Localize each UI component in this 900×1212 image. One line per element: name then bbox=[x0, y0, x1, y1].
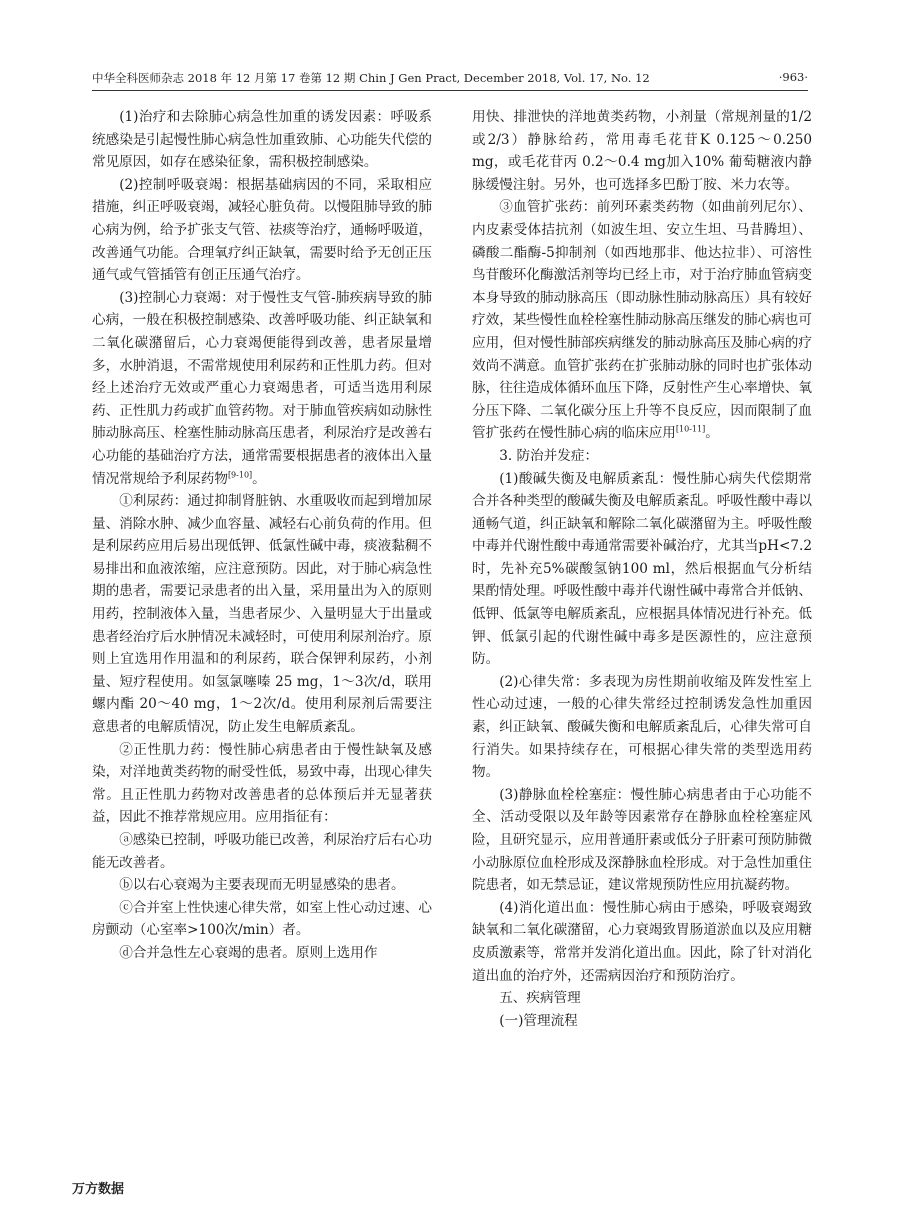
paragraph-end: 。 bbox=[705, 425, 719, 442]
paragraph-text: ③血管扩张药：前列环素类药物（如曲前列尼尔）、内皮素受体拮抗剂（如波生坦、安立生坦、马昔腾坦）、磷酸二酯酶-5抑制剂（如西地那非、他达拉非）、可溶性鸟苷酸环化酶激活剂等均已经上市，对于治疗肺血管病变本身导致的肺动脉高压（即动脉性肺动脉高压）具有较好疗效，某些慢性血栓栓塞性肺动脉高压继发的肺心病也可应用，但对慢性肺部疾病继发的肺动脉高压及肺心病的疗效尚不满意。血管扩张药在扩张肺动脉的同时也扩张体动脉，往往造成体循环血压下降，反射性产生心率增快、氧分压下降、二氧化碳分压上升等不良反应，因而限制了血管扩张药在慢性肺心病的临床应用 bbox=[472, 199, 812, 442]
section-heading: 五、疾病管理 bbox=[499, 990, 581, 1007]
paragraph-text: (3)控制心力衰竭：对于慢性支气管-肺疾病导致的肺心病，一般在积极控制感染、改善呼吸功能、纠正缺氧和二氧化碳潴留后，心力衰竭便能得到改善，患者尿量增多，水肿消退，不需常规使用利尿药和正性肌力药。但对经上述治疗无效或严重心力衰竭患者，可适当选用利尿药、正性肌力药或扩血管药物。对于肺血管疾病如动脉性肺动脉高压、栓塞性肺动脉高压患者，利尿治疗是改善右心功能的基础治疗方法，通常需要根据患者的液体出入量情况常规给予利尿药物 bbox=[92, 289, 432, 487]
list-item: ⓑ以右心衰竭为主要表现而无明显感染的患者。 bbox=[119, 877, 405, 894]
subsection-heading: (一)管理流程 bbox=[499, 1012, 578, 1029]
paragraph: (1)治疗和去除肺心病急性加重的诱发因素：呼吸系统感染是引起慢性肺心病急性加重致肺、心功能失代偿的常见原因，如存在感染征象，需积极控制感染。 bbox=[92, 109, 432, 171]
section-subheading: 3. 防治并发症： bbox=[499, 447, 599, 464]
citation: [10-11] bbox=[675, 424, 706, 434]
list-item: ⓐ感染已控制，呼吸功能已改善，利尿治疗后右心功能无改善者。 bbox=[92, 832, 432, 871]
paragraph: (2)心律失常：多表现为房性期前收缩及阵发性室上性心动过速，一般的心律失常经过控制诱发急性加重因素，纠正缺氧、酸碱失衡和电解质紊乱后，心律失常可自行消失。如果持续存在，可根据心律失常的类型选用药物。 bbox=[472, 673, 812, 781]
watermark: 万方数据 bbox=[72, 1182, 125, 1197]
paragraph-with-citation bbox=[92, 287, 432, 490]
page-number: ·963· bbox=[778, 70, 808, 84]
journal-citation: 中华全科医师杂志 2018 年 12 月第 17 卷第 12 期 Chin J Gen Pract, December 2018, Vol. 17, No. 12 bbox=[92, 71, 650, 85]
header-rule bbox=[92, 90, 808, 91]
paragraph: (2)控制呼吸衰竭：根据基础病因的不同，采取相应措施，纠正呼吸衰竭，减轻心脏负荷。以慢阻肺导致的肺心病为例，给予扩张支气管、祛痰等治疗，通畅呼吸道，改善通气功能。合理氧疗纠正缺氧，需要时给予无创正压通气或气管插管有创正压通气治疗。 bbox=[92, 176, 432, 284]
paragraph-end: 。 bbox=[252, 470, 266, 487]
paragraph: ①利尿药：通过抑制肾脏钠、水重吸收而起到增加尿量、消除水肿、减少血容量、减轻右心前负荷的作用。但是利尿药应用后易出现低钾、低氯性碱中毒，痰液黏稠不易排出和血液浓缩，应注意预防。因此，对于肺心病急性期的患者，需要记录患者的出入量，采用量出为入的原则用药，控制液体入量，当患者尿少、入量明显大于出量或患者经治疗后水肿情况未减轻时，可使用利尿剂治疗。原则上宜选用作用温和的利尿药，联合保钾利尿药，小剂量、短疗程使用。如氢氯噻嗪 25 mg，1～3次/d，联用螺内酯 20～40 mg，1～2次/d。使用利尿剂后需要注意患者的电解质情况，防止发生电解质紊乱。 bbox=[92, 493, 432, 736]
right-column bbox=[472, 106, 812, 1032]
running-header bbox=[92, 70, 808, 90]
paragraph: (4)消化道出血：慢性肺心病由于感染，呼吸衰竭致缺氧和二氧化碳潴留，心力衰竭致胃肠道淤血以及应用糖皮质激素等，常常并发消化道出血。因此，除了针对消化道出血的治疗外，还需病因治疗和预防治疗。 bbox=[472, 899, 812, 984]
paragraph: ②正性肌力药：慢性肺心病患者由于慢性缺氧及感染，对洋地黄类药物的耐受性低，易致中毒，出现心律失常。且正性肌力药物对改善患者的总体预后并无显著获益，因此不推荐常规应用。应用指征有： bbox=[92, 741, 432, 826]
list-item: ⓒ合并室上性快速心律失常，如室上性心动过速、心房颤动（心室率>100次/min）者。 bbox=[92, 899, 432, 939]
citation: [9-10] bbox=[227, 469, 253, 479]
paragraph: 用快、排泄快的洋地黄类药物，小剂量（常规剂量的1/2或2/3）静脉给药，常用毒毛花苷K 0.125～0.250 mg，或毛花苷丙 0.2～0.4 mg加入10% 葡萄糖液内静脉缓慢注射。另外，也可选择多巴酚丁胺、米力农等。 bbox=[472, 109, 812, 193]
left-column bbox=[92, 106, 432, 965]
paragraph-with-citation bbox=[472, 196, 812, 445]
paragraph: (1)酸碱失衡及电解质紊乱：慢性肺心病失代偿期常合并各种类型的酸碱失衡及电解质紊乱。呼吸性酸中毒以通畅气道，纠正缺氧和解除二氧化碳潴留为主。呼吸性酸中毒并代谢性酸中毒通常需要补碱治疗，尤其当pH<7.2时，先补充5%碳酸氢钠100 ml，然后根据血气分析结果酌情处理。呼吸性酸中毒并代谢性碱中毒常合并低钠、低钾、低氯等电解质紊乱，应根据具体情况进行补充。低钾、低氯引起的代谢性碱中毒多是医源性的，应注意预防。 bbox=[472, 470, 812, 668]
paragraph: (3)静脉血栓栓塞症：慢性肺心病患者由于心功能不全、活动受限以及年龄等因素常存在静脉血栓栓塞症风险，且研究显示，应用普通肝素或低分子肝素可预防肺微小动脉原位血栓形成及深静脉血栓形成。对于急性加重住院患者，如无禁忌证，建议常规预防性应用抗凝药物。 bbox=[472, 786, 812, 894]
list-item: ⓓ合并急性左心衰竭的患者。原则上选用作 bbox=[119, 944, 378, 961]
